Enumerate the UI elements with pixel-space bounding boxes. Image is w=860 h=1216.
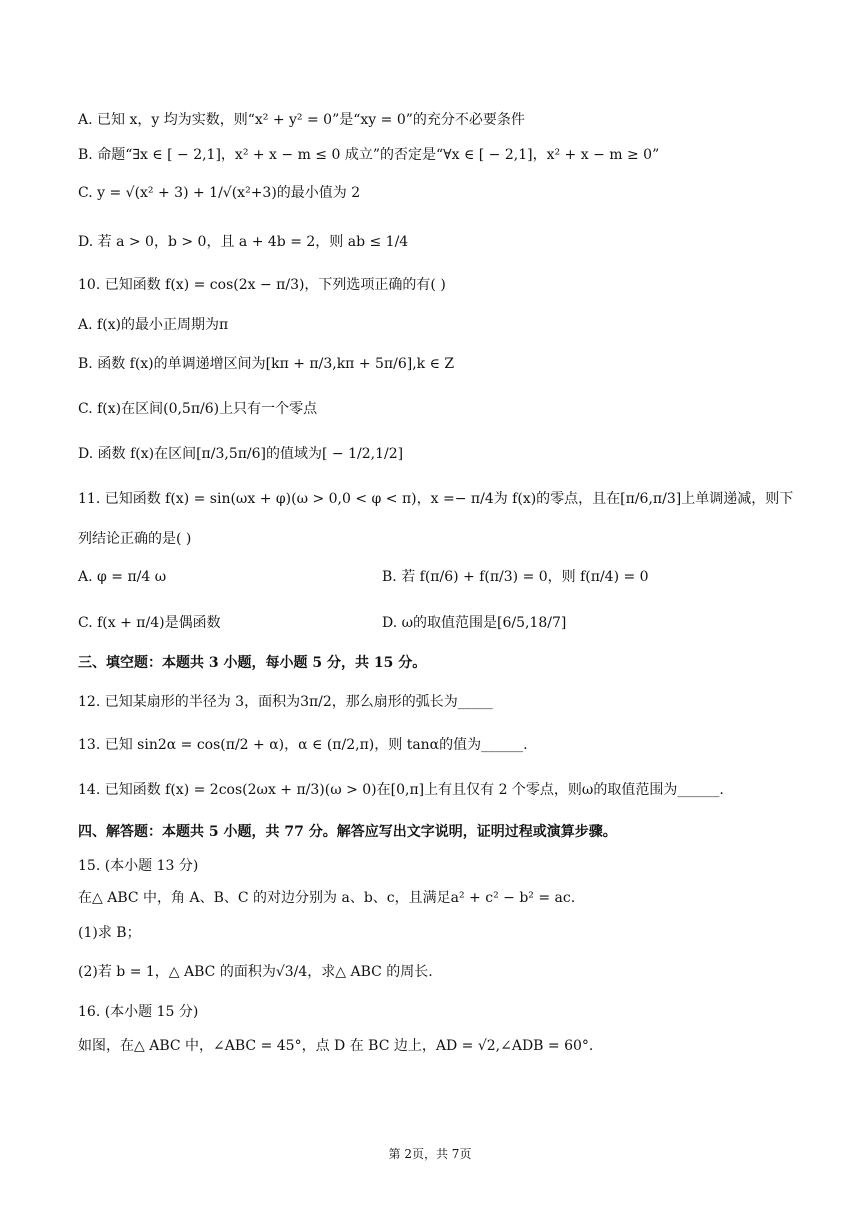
section-fill-blank: 三、填空题：本题共 3 小题，每小题 5 分，共 15 分。: [78, 655, 427, 671]
question-16-text: 如图，在△ ABC 中，∠ABC = 45°，点 D 在 BC 边上，AD = √2,∠ADB = 60°.: [78, 1038, 594, 1054]
question-11-cont: 列结论正确的是( ): [78, 531, 192, 547]
option-11c: C. f(x + π/4)是偶函数: [78, 615, 221, 631]
question-15-part2: (2)若 b = 1，△ ABC 的面积为√3/4，求△ ABC 的周长.: [78, 964, 433, 980]
option-10b: B. 函数 f(x)的单调递增区间为[kπ + π/3,kπ + 5π/6],k ∈ Z: [78, 356, 455, 372]
question-11: 11. 已知函数 f(x) = sin(ωx + φ)(ω > 0,0 < φ < π)，x =− π/4为 f(x)的零点，且在[π/6,π/3]上单调递减，则下: [78, 491, 794, 507]
option-10a: A. f(x)的最小正周期为π: [78, 317, 229, 333]
option-11a: A. φ = π/4 ω: [78, 569, 167, 585]
option-10c: C. f(x)在区间(0,5π/6)上只有一个零点: [78, 401, 318, 417]
question-15-header: 15. (本小题 13 分): [78, 858, 199, 874]
option-9c: C. y = √(x² + 3) + 1/√(x²+3)的最小值为 2: [78, 185, 361, 201]
option-10d: D. 函数 f(x)在区间[π/3,5π/6]的值域为[ − 1/2,1/2]: [78, 446, 404, 462]
question-10: 10. 已知函数 f(x) = cos(2x − π/3)，下列选项正确的有( ): [78, 277, 446, 293]
page-footer: 第 2页，共 7页: [388, 1147, 472, 1161]
option-9b: B. 命题“∃x ∈ [ − 2,1]，x² + x − m ≤ 0 成立”的否定是“∀x ∈ [ − 2,1]，x² + x − m ≥ 0”: [78, 147, 660, 163]
question-12: 12. 已知某扇形的半径为 3，面积为3π/2，那么扇形的弧长为_____: [78, 694, 493, 710]
option-9d: D. 若 a > 0，b > 0，且 a + 4b = 2，则 ab ≤ 1/4: [78, 234, 409, 250]
option-11d: D. ω的取值范围是[6/5,18/7]: [382, 615, 567, 631]
section-answer: 四、解答题：本题共 5 小题，共 77 分。解答应写出文字说明，证明过程或演算步骤。: [78, 824, 617, 840]
option-11b: B. 若 f(π/6) + f(π/3) = 0，则 f(π/4) = 0: [382, 569, 649, 585]
question-15-text: 在△ ABC 中，角 A、B、C 的对边分别为 a、b、c，且满足a² + c² − b² = ac.: [78, 890, 576, 906]
question-14: 14. 已知函数 f(x) = 2cos(2ωx + π/3)(ω > 0)在[0,π]上有且仅有 2 个零点，则ω的取值范围为______.: [78, 782, 724, 798]
option-9a: A. 已知 x，y 均为实数，则“x² + y² = 0”是“xy = 0”的充分不必要条件: [78, 112, 525, 128]
question-16-header: 16. (本小题 15 分): [78, 1004, 199, 1020]
question-15-part1: (1)求 B；: [78, 925, 141, 941]
question-13: 13. 已知 sin2α = cos(π/2 + α)，α ∈ (π/2,π)，则 tanα的值为______.: [78, 737, 528, 753]
